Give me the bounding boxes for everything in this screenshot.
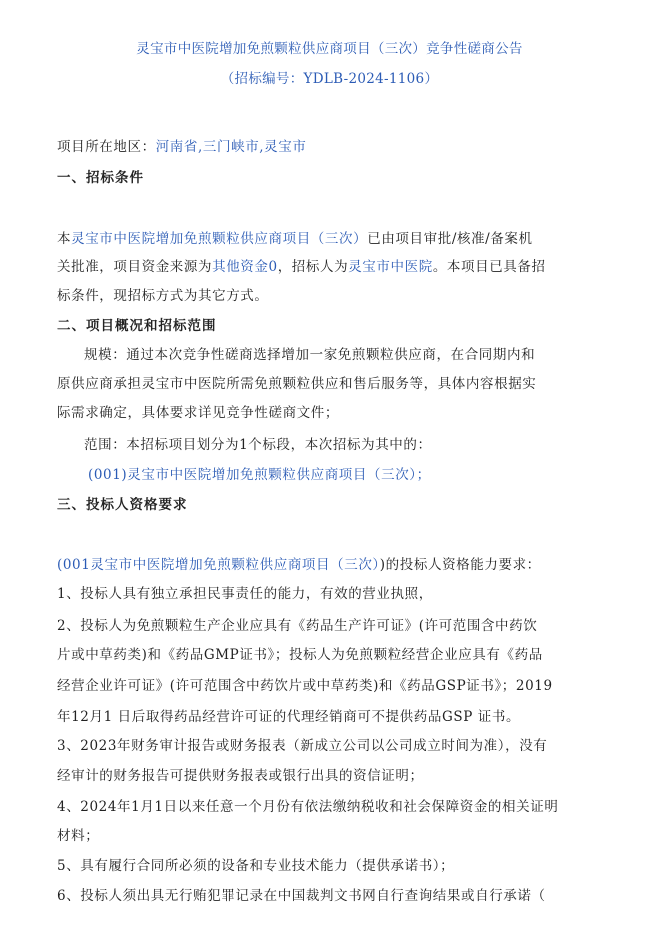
requirement-line: 片或中草药类)和《药品GMP证书》；投标人为免煎颗粒经营企业应具有《药品 bbox=[57, 647, 543, 663]
project-name: 灵宝市中医院增加免煎颗粒供应商项目（三次） bbox=[71, 231, 368, 247]
text-segment: )的投标人资格能力要求： bbox=[379, 557, 541, 573]
requirement-line: 2、投标人为免煎颗粒生产企业应具有《药品生产许可证》(许可范围含中药饮 bbox=[57, 618, 538, 634]
scale-line-3: 际需求确定，具体要求详见竞争性磋商文件； bbox=[57, 405, 339, 421]
location-label: 项目所在地区： bbox=[57, 139, 156, 155]
text-segment: 关批准，项目资金来源为 bbox=[57, 259, 213, 275]
text-segment: ，招标人为 bbox=[277, 259, 349, 275]
scale-line-1: 规模：通过本次竞争性磋商选择增加一家免煎颗粒供应商，在合同期内和 bbox=[84, 347, 536, 363]
requirement-line: 经营企业许可证》(许可范围含中药饮片或中草药类)和《药品GSP证书》；2019 bbox=[57, 678, 553, 694]
qualification-intro bbox=[57, 556, 541, 574]
text-segment: 已由项目审批/核准/备案机 bbox=[367, 231, 533, 247]
section1-line-2 bbox=[57, 258, 546, 276]
tenderer-name: 灵宝市中医院 bbox=[348, 259, 433, 275]
page-title: 灵宝市中医院增加免煎颗粒供应商项目（三次）竞争性磋商公告 bbox=[136, 41, 523, 57]
lot-line: (001)灵宝市中医院增加免煎颗粒供应商项目（三次）； bbox=[88, 467, 431, 483]
tender-number: （招标编号：YDLB-2024-1106） bbox=[220, 71, 439, 87]
scale-line-2: 原供应商承担灵宝市中医院所需免煎颗粒供应和售后服务等，具体内容根据实 bbox=[57, 376, 537, 392]
lot-reference: (001灵宝市中医院增加免煎颗粒供应商项目（三次） bbox=[57, 557, 380, 573]
requirement-line: 6、投标人须出具无行贿犯罪记录在中国裁判文书网自行查询结果或自行承诺（ bbox=[57, 888, 546, 904]
requirement-line: 4、2024年1月1日以来任意一个月份有依法缴纳税收和社会保障资金的相关证明 bbox=[57, 799, 559, 815]
text-segment: 。本项目已具备招 bbox=[432, 259, 546, 275]
section3-heading: 三、投标人资格要求 bbox=[57, 497, 188, 513]
location-row bbox=[57, 138, 307, 156]
requirement-line: 材料； bbox=[57, 828, 100, 844]
section1-line-1 bbox=[57, 230, 533, 248]
text-segment: 本 bbox=[57, 231, 72, 247]
requirement-line: 经审计的财务报告可提供财务报表或银行出具的资信证明； bbox=[57, 768, 424, 784]
location-value: 河南省,三门峡市,灵宝市 bbox=[155, 139, 307, 155]
section1-heading: 一、招标条件 bbox=[57, 170, 144, 186]
requirement-line: 5、具有履行合同所必须的设备和专业技术能力（提供承诺书）； bbox=[57, 858, 455, 874]
requirement-line: 年12月1 日后取得药品经营许可证的代理经销商可不提供药品GSP 证书。 bbox=[57, 709, 521, 725]
scope-line: 范围：本招标项目划分为1个标段，本次招标为其中的： bbox=[84, 437, 432, 453]
requirement-line: 1、投标人具有独立承担民事责任的能力，有效的营业执照， bbox=[57, 586, 433, 602]
section2-heading: 二、项目概况和招标范围 bbox=[57, 318, 217, 334]
section1-line-3: 标条件，现招标方式为其它方式。 bbox=[57, 288, 269, 304]
fund-source: 其他资金0 bbox=[212, 259, 278, 275]
requirement-line: 3、2023年财务审计报告或财务报表（新成立公司以公司成立时间为准），没有 bbox=[57, 738, 548, 754]
